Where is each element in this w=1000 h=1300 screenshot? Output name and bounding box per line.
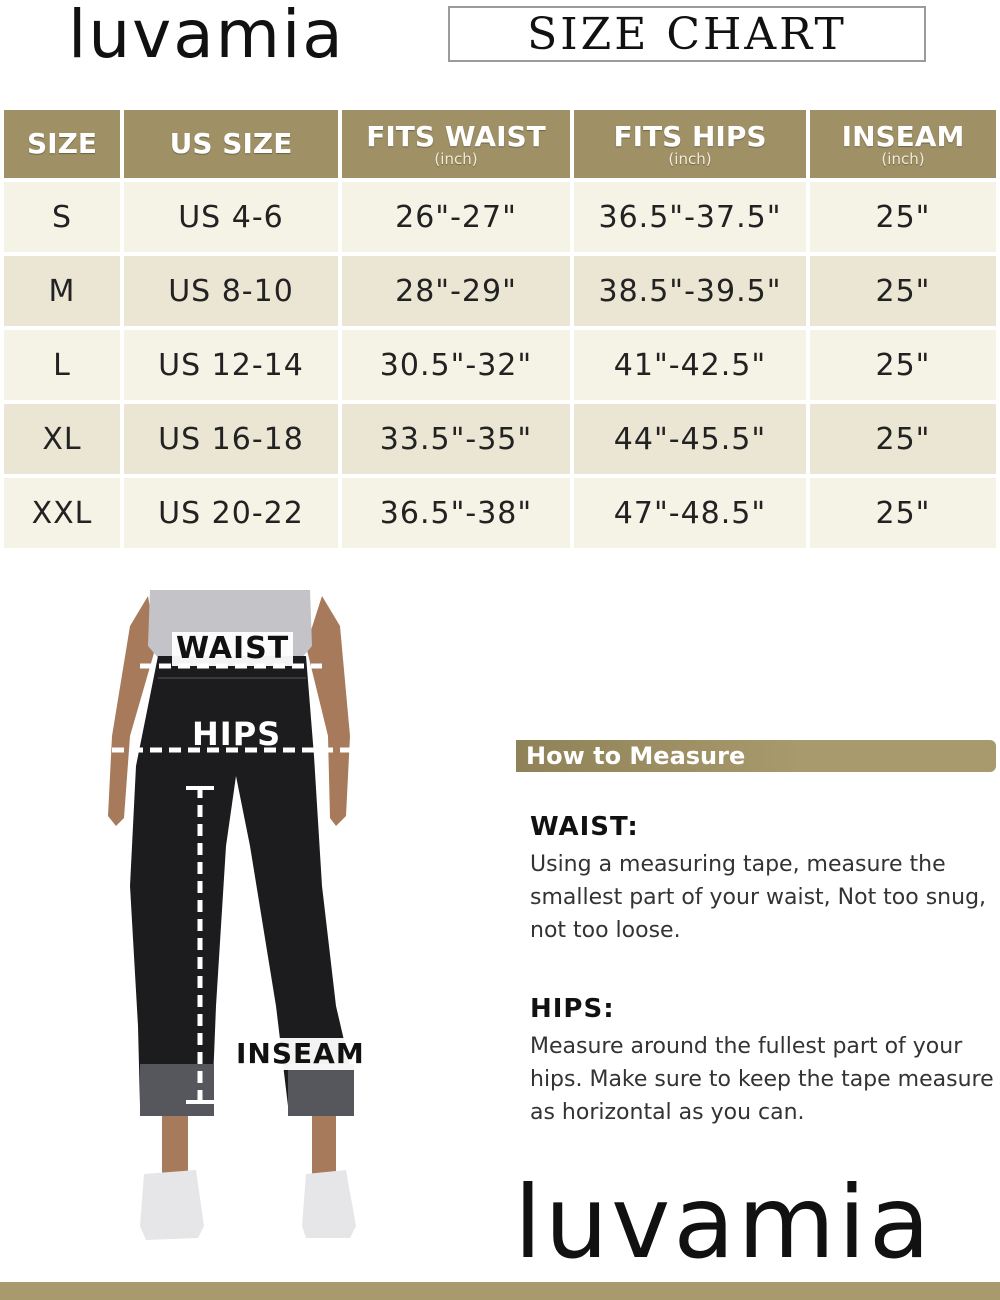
table-row xyxy=(4,326,996,400)
how-to-bar xyxy=(516,740,996,772)
hips-instructions: Measure around the fullest part of your hips. Make sure to keep the tape measure as horizontal as you can. xyxy=(530,1034,994,1125)
cell-inseam: 25" xyxy=(810,326,996,400)
cell-hips: 38.5"-39.5" xyxy=(574,252,810,326)
header-fits-hips: FITS HIPS (inch) xyxy=(574,110,810,178)
cell-waist: 30.5"-32" xyxy=(342,326,574,400)
logo-bottom: luvamia xyxy=(514,1164,934,1281)
cell-size: S xyxy=(4,178,124,252)
how-to-title: How to Measure xyxy=(526,742,746,770)
cell-us-size: US 16-18 xyxy=(124,400,342,474)
cell-us-size: US 12-14 xyxy=(124,326,342,400)
cell-us-size: US 8-10 xyxy=(124,252,342,326)
table-row xyxy=(4,178,996,252)
header-fits-waist: FITS WAIST (inch) xyxy=(342,110,574,178)
cell-waist: 33.5"-35" xyxy=(342,400,574,474)
header-inseam: INSEAM (inch) xyxy=(810,110,996,178)
cell-inseam: 25" xyxy=(810,400,996,474)
table-row xyxy=(4,252,996,326)
logo-top: luvamia xyxy=(68,0,345,73)
cell-inseam: 25" xyxy=(810,178,996,252)
cell-size: L xyxy=(4,326,124,400)
waist-instructions: Using a measuring tape, measure the smallest part of your waist, Not too snug, not too loose. xyxy=(530,852,987,943)
chart-title: SIZE CHART xyxy=(527,8,847,60)
bottom-strip xyxy=(0,1282,1000,1300)
cell-waist: 26"-27" xyxy=(342,178,574,252)
cell-size: XXL xyxy=(4,474,124,548)
waist-heading: WAIST: xyxy=(530,812,639,842)
cell-hips: 44"-45.5" xyxy=(574,400,810,474)
hips-label: HIPS xyxy=(192,715,282,753)
waist-label: WAIST xyxy=(172,632,293,666)
cell-waist: 28"-29" xyxy=(342,252,574,326)
hips-heading: HIPS: xyxy=(530,994,615,1024)
chart-title-box xyxy=(448,6,926,62)
table-header-row xyxy=(4,110,996,178)
cell-hips: 47"-48.5" xyxy=(574,474,810,548)
cell-us-size: US 4-6 xyxy=(124,178,342,252)
inseam-label: INSEAM xyxy=(232,1038,369,1070)
size-table xyxy=(4,110,996,548)
header-us-size: US SIZE xyxy=(124,110,342,178)
cell-size: XL xyxy=(4,400,124,474)
cell-hips: 41"-42.5" xyxy=(574,326,810,400)
table-row xyxy=(4,474,996,548)
model-illustration xyxy=(100,586,380,1276)
header-size: SIZE xyxy=(4,110,124,178)
model-figure xyxy=(100,586,380,1276)
cell-waist: 36.5"-38" xyxy=(342,474,574,548)
cell-us-size: US 20-22 xyxy=(124,474,342,548)
table-row xyxy=(4,400,996,474)
cell-inseam: 25" xyxy=(810,252,996,326)
cell-hips: 36.5"-37.5" xyxy=(574,178,810,252)
cell-size: M xyxy=(4,252,124,326)
cell-inseam: 25" xyxy=(810,474,996,548)
